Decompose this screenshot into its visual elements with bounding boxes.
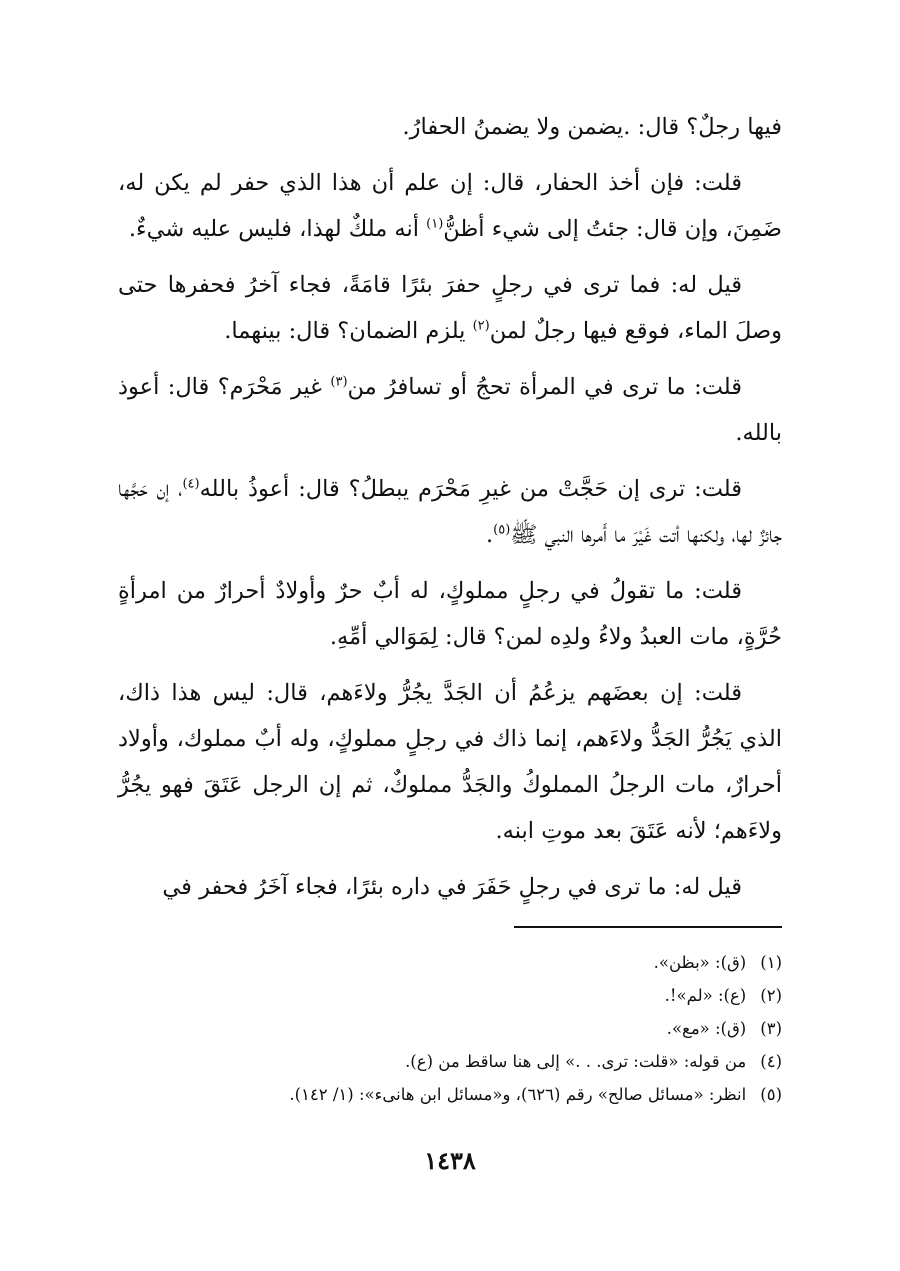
footnote-divider [514,926,782,928]
paragraph-8: قيل له: ما ترى في رجلٍ حَفَرَ في داره بئرًا، فجاء آخَرُ فحفر في [162,874,742,900]
main-text [118,104,782,920]
footnote-ref-2: (٢) [472,318,490,334]
page-number: ١٤٣٨ [424,1146,476,1175]
footnote-5: (٥) انظر: «مسائل صالح» رقم (٦٢٦)، و«مسائل ابن هانىء»: (١/ ١٤٢). [289,1085,782,1104]
paragraph-3: قيل له: فما ترى في رجلٍ حفرَ بئرًا قامَةً، فجاء آخرُ فحفرها حتى وصلَ الماء، فوقع فيها رجلٌ لمن$^{(٢)}$ يلزم الضمان؟ قال: بينهما. [118,272,782,344]
footnote-2: (٢) (ع): «لم»!. [664,986,782,1005]
footnote-ref-5: (٥) [493,522,511,538]
footnote-ref-4: (٤) [182,476,200,492]
paragraph-7: قلت: إن بعضَهم يزعُمُ أن الجَدَّ يجُرُّ ولاءَهم، قال: ليس هذا ذاك، الذي يَجُرُّ الجَدُّ ولاءَهم، إنما ذاك في رجلٍ مملوكٍ، وله أبٌ مملوك، وأولاد أحرارٌ، مات الرجلُ المملوكُ والجَدُّ مملوكٌ، ثم إن الرجل عَتَقَ فهو يجُرُّ ولاءَهم؛ لأنه عَتَقَ بعد موتِ ابنه. [118,680,782,844]
footnote-1: (١) (ق): «بظن». [653,953,782,972]
paragraph-5: قلت: ترى إن حَجَّتْ من غيرِ مَحْرَم يبطلُ؟ قال: أعوذُ بالله$^{(٤)}$، إن حَجَّها جائزٌ لها، ولكنها أتت غَيْرَ ما أَمرها النبي ﷺ$^{(٥)}$. [118,476,782,548]
footnote-4: (٤) من قوله: «قلت: ترى. . .» إلى هنا ساقط من (ع). [405,1052,782,1071]
paragraph-6: قلت: ما تقولُ في رجلٍ مملوكٍ، له أبٌ حرٌ وأولادٌ أحرارٌ من امرأةٍ حُرَّةٍ، مات العبدُ ولاءُ ولدِه لمن؟ قال: لِمَوَالي أمِّهِ. [118,578,782,650]
paragraph-1: فيها رجلٌ؟ قال: .يضمن ولا يضمنُ الحفارُ. [402,114,782,140]
footnote-3: (٣) (ق): «مع». [666,1019,782,1038]
paragraph-2: قلت: فإن أخذ الحفار، قال: إن علم أن هذا الذي حفر لم يكن له، ضَمِنَ، وإن قال: جئتُ إلى شيء أظنُّ$^{(١)}$ أنه ملكٌ لهذا، فليس عليه شيءٌ. [118,170,782,242]
footnote-ref-1: (١) [426,216,444,232]
footnotes [118,946,782,1111]
footnote-ref-3: (٣) [330,374,348,390]
paragraph-4: قلت: ما ترى في المرأة تحجُ أو تسافرُ من$^{(٣)}$ غير مَحْرَم؟ قال: أعوذ بالله. [118,374,782,446]
